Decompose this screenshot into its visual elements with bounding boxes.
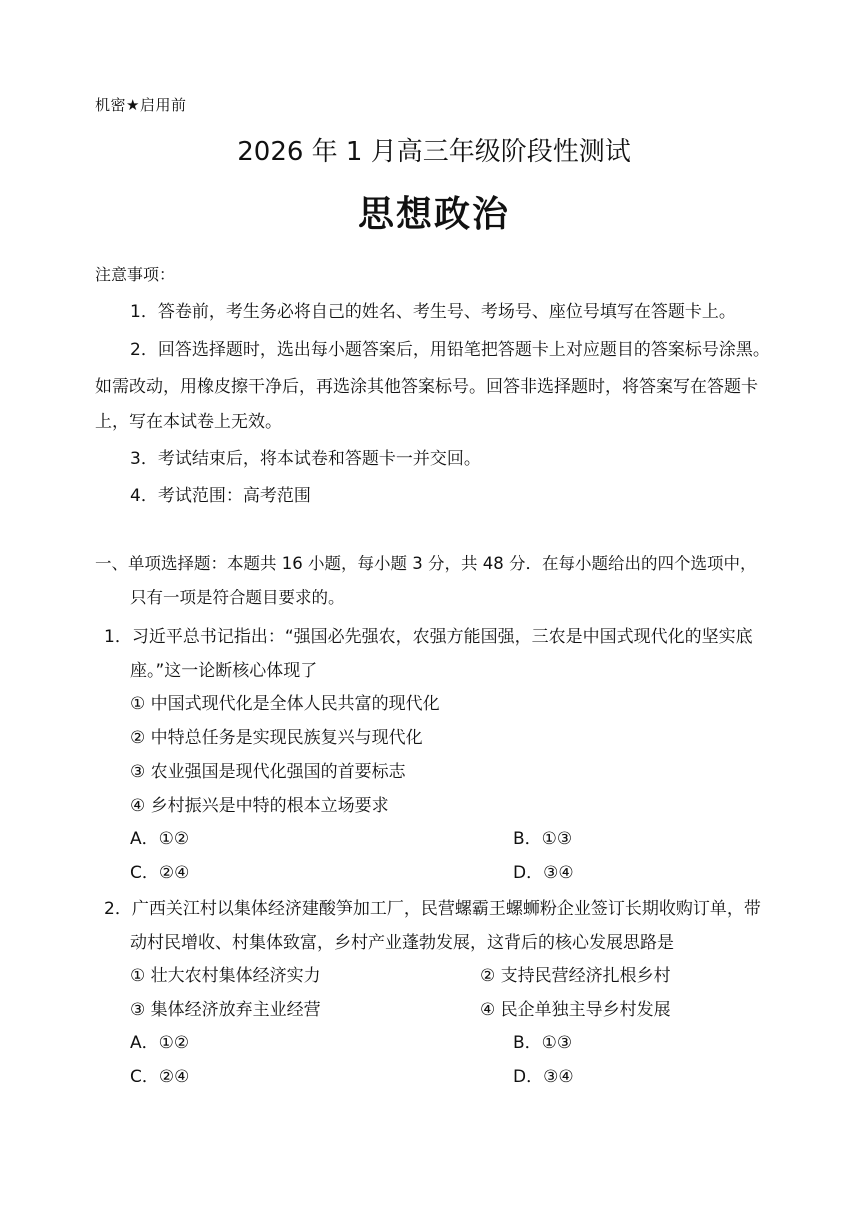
- note-item-2-line-1: 2．回答选择题时，选出每小题答案后，用铅笔把答题卡上对应题目的答案标号涂黑。: [130, 340, 770, 360]
- note-item-2-line-2: 如需改动，用橡皮擦干净后，再选涂其他答案标号。回答非选择题时，将答案写在答题卡: [95, 377, 758, 397]
- note-item-2-line-3: 上，写在本试卷上无效。: [95, 412, 282, 432]
- notes-heading: 注意事项：: [95, 265, 176, 284]
- option-d: D．③④: [513, 1067, 574, 1087]
- option-c: C．②④: [130, 863, 190, 883]
- statement-2: ② 支持民营经济扎根乡村: [480, 966, 671, 986]
- option-d: D．③④: [513, 863, 574, 883]
- option-a: A．①②: [130, 829, 190, 849]
- note-item-1: 1．答卷前，考生务必将自己的姓名、考生号、考场号、座位号填写在答题卡上。: [130, 302, 736, 322]
- statement-1: ① 中国式现代化是全体人民共富的现代化: [130, 694, 440, 714]
- statement-1: ① 壮大农村集体经济实力: [130, 966, 321, 986]
- statement-2: ② 中特总任务是实现民族复兴与现代化: [130, 728, 423, 748]
- section-heading-line-2: 只有一项是符合题目要求的。: [130, 588, 345, 607]
- statement-4: ④ 乡村振兴是中特的根本立场要求: [130, 796, 389, 816]
- question-stem-line-1: 2．广西关江村以集体经济建酸笋加工厂，民营螺霸王螺蛳粉企业签订长期收购订单，带: [104, 899, 761, 919]
- confidential-label: 机密★启用前: [95, 96, 187, 114]
- question-stem-line-2: 动村民增收、村集体致富，乡村产业蓬勃发展，这背后的核心发展思路是: [130, 933, 674, 953]
- section-heading-line-1: 一、单项选择题：本题共 16 小题，每小题 3 分，共 48 分．在每小题给出的四个选项中，: [95, 554, 757, 573]
- note-item-4: 4．考试范围：高考范围: [130, 486, 311, 506]
- exam-title: 2026 年 1 月高三年级阶段性测试: [237, 137, 631, 167]
- option-c: C．②④: [130, 1067, 190, 1087]
- statement-3: ③ 农业强国是现代化强国的首要标志: [130, 762, 406, 782]
- note-item-3: 3．考试结束后，将本试卷和答题卡一并交回。: [130, 449, 481, 469]
- question-stem-line-2: 座。”这一论断核心体现了: [130, 661, 318, 681]
- question-stem-line-1: 1．习近平总书记指出：“强国必先强农，农强方能国强，三农是中国式现代化的坚实底: [104, 627, 753, 647]
- subject-title: 思想政治: [357, 194, 510, 235]
- statement-4: ④ 民企单独主导乡村发展: [480, 1000, 671, 1020]
- statement-3: ③ 集体经济放弃主业经营: [130, 1000, 321, 1020]
- option-b: B．①③: [513, 829, 573, 849]
- option-a: A．①②: [130, 1033, 190, 1053]
- option-b: B．①③: [513, 1033, 573, 1053]
